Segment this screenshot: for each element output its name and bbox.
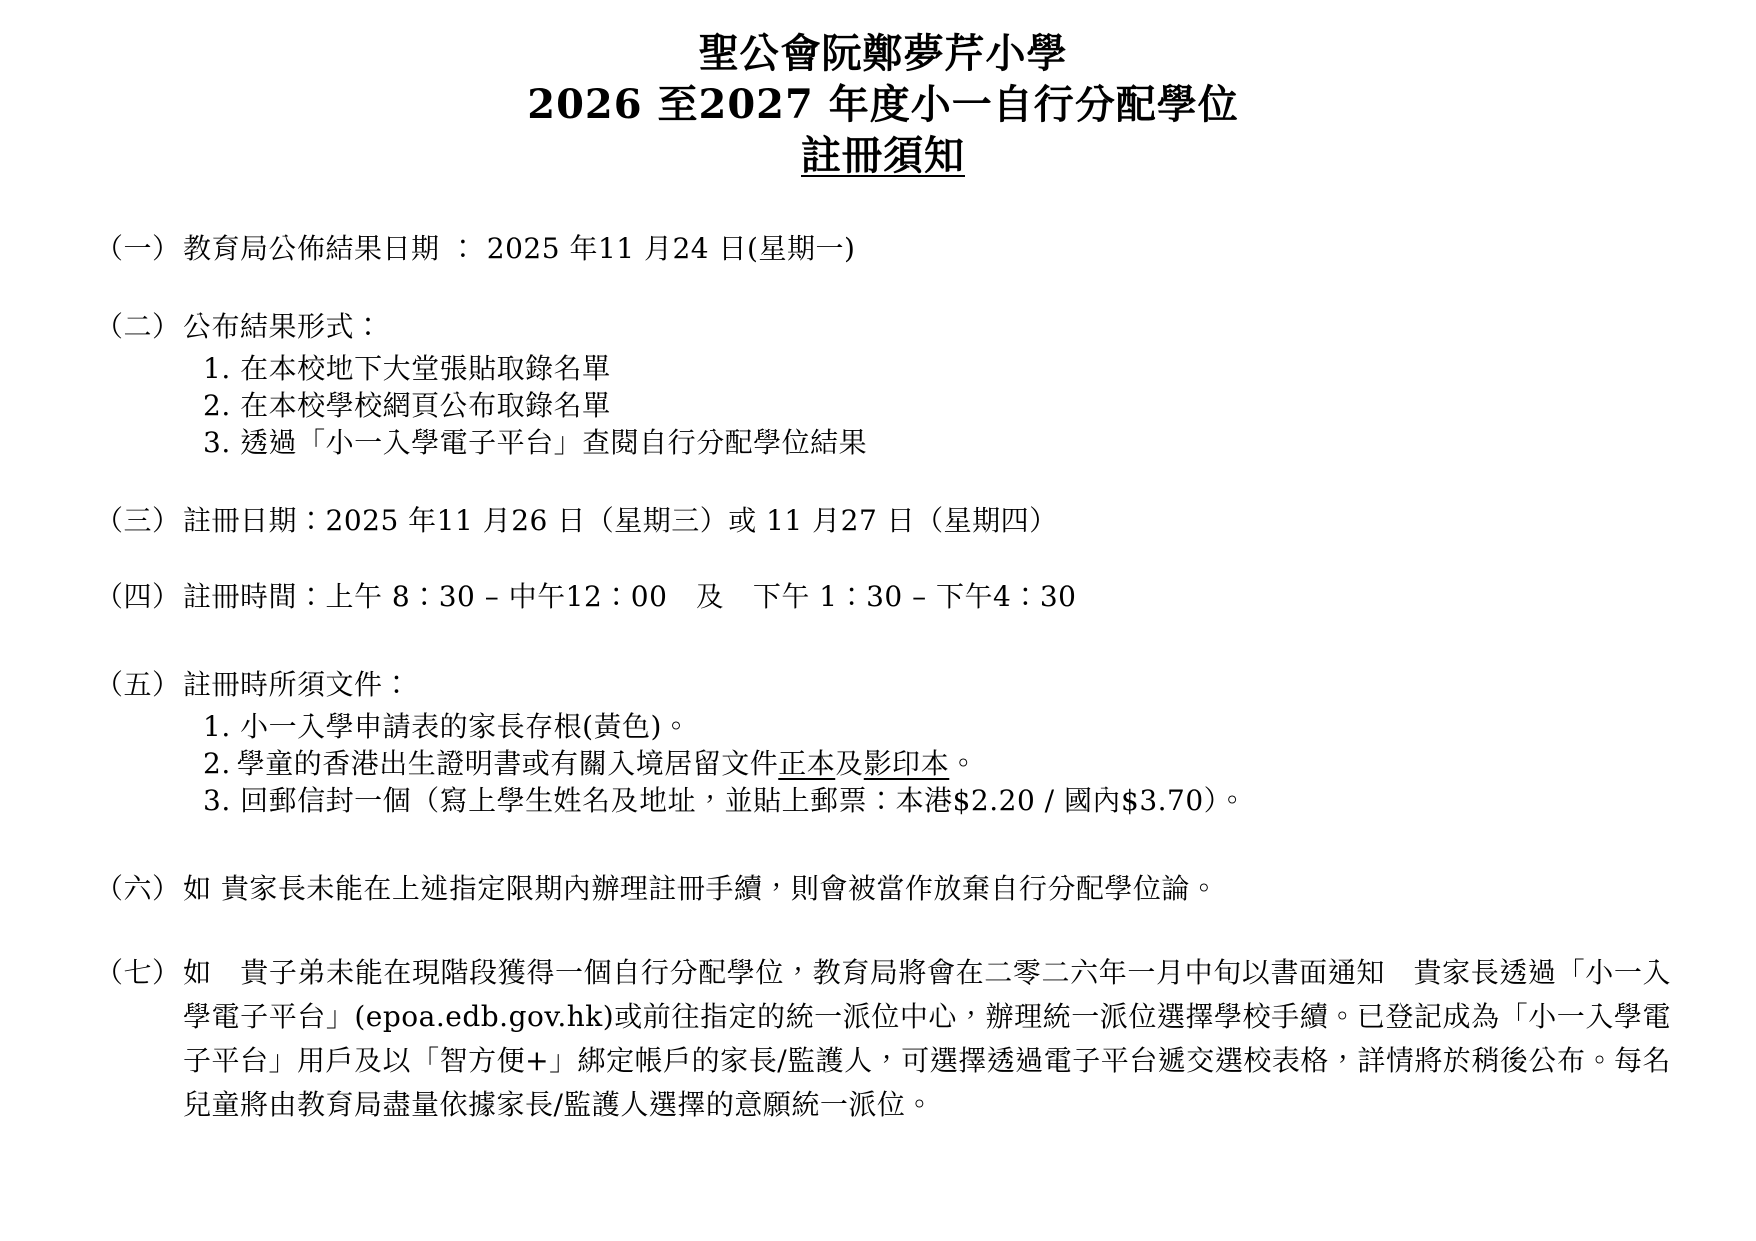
item-3-label: （三）: [95, 504, 181, 537]
item-1-text: 教育局公佈結果日期 ： 2025 年11 月24 日(星期一): [183, 232, 856, 265]
item-2-content: [183, 309, 1671, 461]
school-name: 聖公會阮鄭夢芹小學: [698, 30, 1068, 77]
notice-heading: [95, 130, 1671, 181]
item-2-sub-1: 1. 在本校地下大堂張貼取錄名單: [203, 352, 611, 385]
item-6-label: （六）: [95, 872, 181, 905]
document-title: 2026 至2027 年度小一自行分配學位: [527, 81, 1239, 128]
item-7-text: 如 貴子弟未能在現階段獲得一個自行分配學位，教育局將會在二零二六年一月中旬以書面通知 貴家長透過「小一入學電子平台」(epoa.edb.gov.hk)或前往指定的統一派位中心，辦理統一派位選擇學校手續。已登記成為「小一入學電子平台」用戶及以「智方便+」綁定帳戶的家長/監護人，可選擇透過電子平台遞交選校表格，詳情將於稍後公布。每名兒童將由教育局盡量依據家長/監護人選擇的意願統一派位。: [183, 956, 1671, 1121]
item-2: [95, 309, 1671, 461]
item-6-text: 如 貴家長未能在上述指定限期內辦理註冊手續，則會被當作放棄自行分配學位論。: [183, 872, 1219, 905]
item-5-content: [183, 667, 1671, 819]
item-5-sublist: [203, 708, 1671, 819]
item-7-label: （七）: [95, 956, 181, 989]
item-2-sublist: [203, 350, 1671, 461]
item-5-label: （五）: [95, 668, 181, 701]
item-4-label: （四）: [95, 580, 181, 613]
item-4-text: 註冊時間：上午 8：30 – 中午12：00 及 下午 1：30 – 下午4：30: [183, 580, 1077, 613]
item-5-sub-2: [203, 745, 1671, 782]
notice-heading-text: 註冊須知: [801, 132, 965, 179]
item-2-sub-3: 3. 透過「小一入學電子平台」查閱自行分配學位結果: [203, 426, 868, 459]
item-2-text: 公布結果形式：: [183, 310, 383, 343]
underlined-term-photocopy: 影印本: [863, 747, 950, 780]
item-5-sub-2-mid: 及: [835, 747, 864, 780]
item-2-label: （二）: [95, 310, 181, 343]
item-6: [95, 871, 1671, 907]
item-7: [95, 951, 1671, 1127]
item-3: [95, 503, 1671, 539]
document-header: [95, 28, 1671, 181]
item-5-sub-2-post: 。: [949, 747, 978, 780]
item-1-label: （一）: [95, 232, 181, 265]
item-1: [95, 231, 1671, 267]
underlined-term-original: 正本: [778, 747, 836, 780]
item-2-sub-2: 2. 在本校學校網頁公布取錄名單: [203, 389, 611, 422]
notice-items: [95, 231, 1671, 1127]
item-5-text: 註冊時所須文件：: [183, 668, 412, 701]
item-5-sub-3: 3. 回郵信封一個（寫上學生姓名及地址，並貼上郵票：本港$2.20 / 國內$3.70）。: [203, 784, 1247, 817]
item-5: [95, 667, 1671, 819]
item-4: [95, 579, 1671, 615]
item-5-sub-2-number: 2.: [203, 747, 231, 780]
item-5-sub-2-pre: 學童的香港出生證明書或有關入境居留文件: [236, 747, 779, 780]
item-5-sub-1: 1. 小一入學申請表的家長存根(黃色)。: [203, 710, 691, 743]
item-3-text: 註冊日期：2025 年11 月26 日（星期三）或 11 月27 日（星期四）: [183, 504, 1058, 537]
